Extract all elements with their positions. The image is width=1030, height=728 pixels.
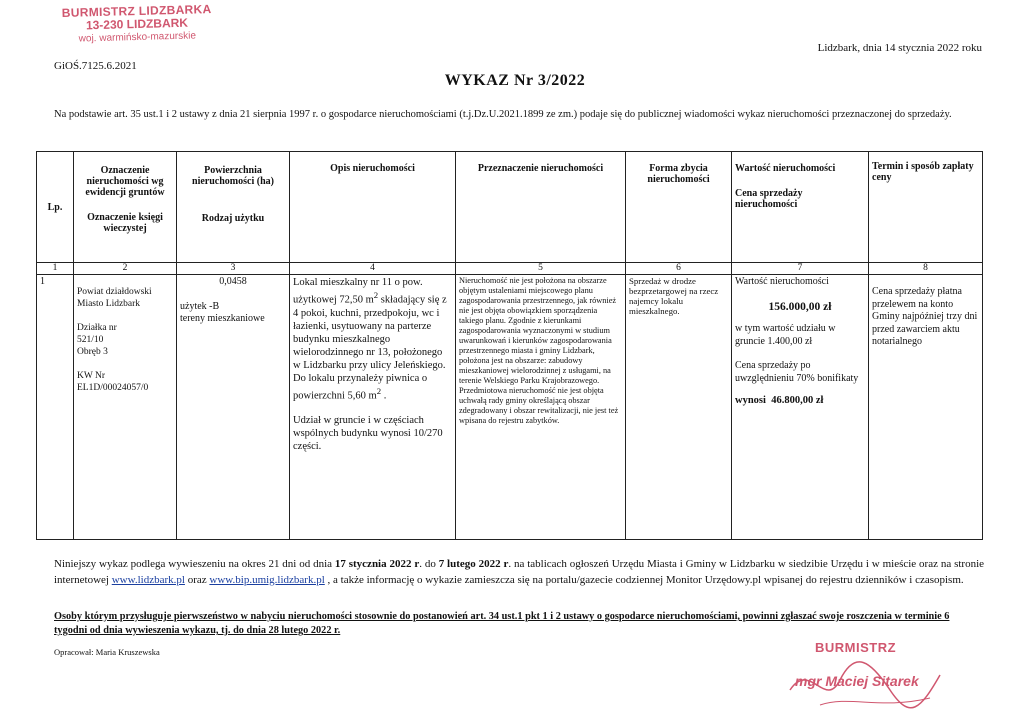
header-sale-form bbox=[626, 152, 732, 263]
row-purpose: Nieruchomość nie jest położona na obszarze objętym ustaleniami miejscowego planu zagospodarowania przestrzennego, jak również nie jest objęta obowiązkiem sporządzenia takiego planu. Zgodnie z kierunkami zagospodarowania wyznaczonymi w studium uwarunkowań i kierunków zagospodarowania przestrzennego miasta i gminy Lidzbark, położona jest na obszarze: zabudowy mieszkaniowej wielorodzinnej z usługami, na terenie Welskiego Parku Krajobrazowego. Przedmiotowa nieruchomość nie jest objęta uchwałą rady gminy określającą obszar zdegradowany i obszar rewitalizacji, nie jest też wpisana do rejestru zabytków. bbox=[456, 275, 626, 540]
row-price-label: Cena sprzedaży po uwzględnieniu 70% bonifikaty bbox=[735, 360, 859, 384]
header-purpose bbox=[456, 152, 626, 263]
document-title: WYKAZ Nr 3/2022 bbox=[444, 72, 586, 89]
footer-date-end: 7 lutego 2022 r bbox=[438, 558, 509, 570]
row-price bbox=[735, 395, 865, 408]
link-lidzbark[interactable]: www.lidzbark.pl bbox=[111, 574, 185, 586]
header-parcel-b: Oznaczenie księgi wieczystej bbox=[87, 212, 163, 234]
row-use-a: użytek -B bbox=[180, 300, 220, 312]
header-purpose-text: Przeznaczenie nieruchomości bbox=[477, 163, 604, 174]
description-text: . bbox=[381, 390, 387, 401]
row-value bbox=[732, 275, 869, 540]
header-area bbox=[177, 152, 290, 263]
header-value-a: Wartość nieruchomości bbox=[735, 163, 836, 174]
row-use-b: tereny mieszkaniowe bbox=[180, 313, 265, 324]
row-precinct: Obręb 3 bbox=[77, 347, 108, 357]
row-sale-form: Sprzedaż w drodze bezprzetargowej na rzecz najemcy lokalu mieszkalnego. bbox=[626, 275, 732, 540]
header-sale-form-text: Forma zbycia nieruchomości bbox=[647, 163, 710, 185]
row-price-amount: 46.800,00 zł bbox=[771, 395, 824, 406]
superscript-2: 2 bbox=[376, 385, 382, 396]
column-number: 2 bbox=[74, 263, 177, 275]
row-kw-label: KW Nr bbox=[77, 371, 106, 381]
column-number: 5 bbox=[456, 263, 626, 275]
description-text: składający się z 4 pokoi, kuchni, przedpokoju, wc i łazienki, usytuowany na parterze budynku mieszkalnego wielorodzinnego nr 13, położonego w Lidzbarku przy ulicy Jeleńskiego. Do lokalu przynależy piwnica o powierzchni 5,60 m bbox=[293, 294, 447, 401]
prepared-by: Opracował: Maria Kruszewska bbox=[54, 647, 160, 657]
column-number: 7 bbox=[732, 263, 869, 275]
row-parcel bbox=[74, 275, 177, 540]
link-bip[interactable]: www.bip.umig.lidzbark.pl bbox=[209, 574, 325, 586]
stamp-line-1: BURMISTRZ LIDZBARKA bbox=[61, 2, 212, 20]
column-number: 4 bbox=[290, 263, 456, 275]
priority-notice: Osoby którym przysługuje pierwszeństwo w nabyciu nieruchomości stosownie do postanowień art. 34 ust.1 pkt 1 i 2 ustawy o gospodarce nieruchomościami, powinni zgłaszać swoje roszczenia w terminie 6 tygodni od dnia wywieszenia wykazu, tj. do dnia 28 lutego 2022 r. bbox=[54, 611, 950, 636]
official-stamp bbox=[52, 3, 223, 46]
row-kw-no: EL1D/00024057/0 bbox=[77, 383, 149, 393]
footer-text: oraz bbox=[184, 574, 210, 586]
row-area bbox=[177, 275, 290, 540]
header-description-text: Opis nieruchomości bbox=[330, 163, 415, 174]
column-number: 1 bbox=[37, 263, 74, 275]
stamp-line-3: woj. warmińsko-mazurskie bbox=[78, 30, 197, 45]
signature-title: BURMISTRZ bbox=[815, 640, 897, 655]
header-value-b: Cena sprzedaży nieruchomości bbox=[735, 188, 803, 210]
footer-text: , a także informację o wykazie zamieszcza się na portalu/gazecie codziennej Monitor Urzędowy.pl wpisanej do rejestru dzienników i czasopism. bbox=[324, 574, 964, 586]
header-value bbox=[732, 152, 869, 263]
row-payment-text: Cena sprzedaży płatna przelewem na konto Gminy najpóźniej trzy dni przed zawarciem aktu notarialnego bbox=[872, 286, 978, 347]
property-table bbox=[36, 151, 983, 540]
row-description bbox=[290, 275, 456, 540]
row-description-1 bbox=[293, 276, 452, 402]
header-payment-text: Termin i sposób zapłaty ceny bbox=[872, 161, 974, 183]
row-description-2: Udział w gruncie i w częściach wspólnych budynku wynosi 10/270 części. bbox=[293, 415, 443, 452]
header-parcel bbox=[74, 152, 177, 263]
row-lp: 1 bbox=[37, 275, 74, 540]
header-parcel-a: Oznaczenie nieruchomości wg ewidencji gruntów bbox=[85, 165, 165, 198]
footer-text: . do bbox=[419, 558, 439, 570]
column-numbers-row bbox=[37, 263, 983, 275]
row-parcel-label: Działka nr bbox=[77, 323, 117, 333]
footer-text: Niniejszy wykaz podlega wywieszeniu na okres 21 dni od dnia bbox=[54, 558, 335, 570]
row-value-amount: 156.000,00 zł bbox=[768, 300, 832, 313]
description-text: Lokal mieszkalny nr 11 o pow. użytkowej 72,50 m bbox=[293, 277, 423, 306]
footer-date-start: 17 stycznia 2022 r bbox=[334, 558, 420, 570]
footer-paragraph bbox=[54, 556, 984, 588]
row-location: Powiat działdowski Miasto Lidzbark bbox=[77, 287, 152, 309]
header-payment bbox=[869, 152, 983, 263]
signature-name: mgr Maciej Sitarek bbox=[795, 673, 919, 689]
column-number: 3 bbox=[177, 263, 290, 275]
header-area-b: Rodzaj użytku bbox=[201, 213, 265, 224]
row-payment bbox=[869, 275, 983, 540]
table-header-row bbox=[37, 152, 983, 263]
row-price-prefix: wynosi bbox=[735, 395, 766, 406]
row-land-share: w tym wartość udziału w gruncie 1.400,00 zł bbox=[735, 323, 836, 347]
column-number: 6 bbox=[626, 263, 732, 275]
row-parcel-no: 521/10 bbox=[77, 335, 104, 345]
reference-number: GiOŚ.7125.6.2021 bbox=[54, 60, 137, 72]
intro-paragraph: Na podstawie art. 35 ust.1 i 2 ustawy z dnia 21 sierpnia 1997 r. o gospodarce nieruchomościami (t.j.Dz.U.2021.1899 ze zm.) podaje się do publicznej wiadomości wykaz nieruchomości przeznaczonej do sprzedaży. bbox=[54, 109, 952, 120]
footer-text: . na tablicach ogłoszeń Urzędu Miasta i Gminy w Lidzbarku w siedzibie Urzędu i w mieście oraz na stronie internetowej bbox=[54, 558, 985, 586]
stamp-line-2: 13-230 LIDZBARK bbox=[85, 15, 189, 33]
row-value-label: Wartość nieruchomości bbox=[735, 276, 829, 287]
column-number: 8 bbox=[869, 263, 983, 275]
header-area-a: Powierzchnia nieruchomości (ha) bbox=[192, 165, 274, 187]
row-area-value: 0,0458 bbox=[219, 276, 247, 287]
header-description bbox=[290, 152, 456, 263]
superscript-2: 2 bbox=[373, 290, 379, 300]
table-row bbox=[37, 275, 983, 540]
header-lp: Lp. bbox=[37, 152, 74, 263]
place-date: Lidzbark, dnia 14 stycznia 2022 roku bbox=[817, 42, 982, 54]
